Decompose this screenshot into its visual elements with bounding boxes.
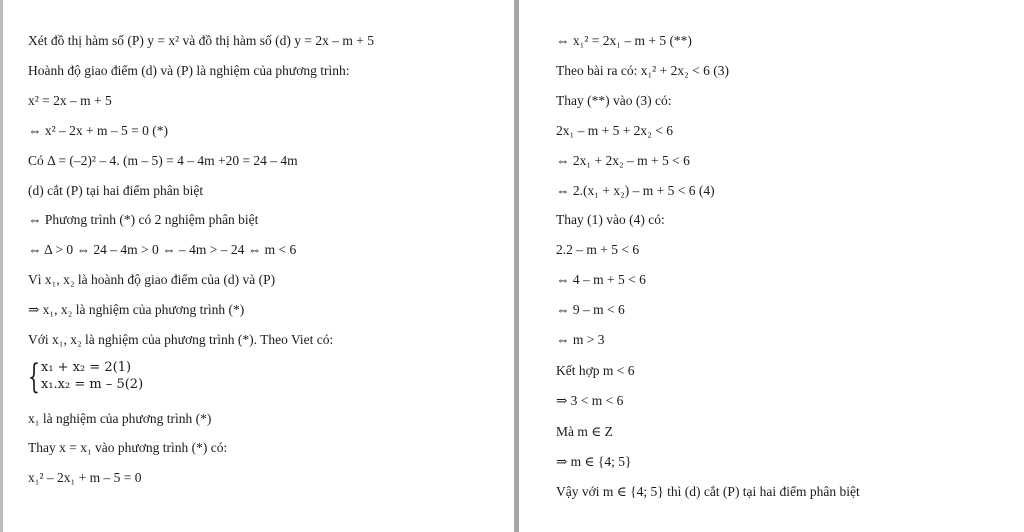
line-solution-set: ⇒ m ∈ {4; 5} (556, 454, 632, 469)
viet-product: x₁.x₂ = m – 5(2) (41, 377, 144, 392)
page-left-edge (0, 0, 3, 532)
line-roots-of-star: ⇒ x₁, x₂ là nghiệm của phương trình (*) (28, 302, 245, 317)
line-given-condition: Theo bài ra có: x₁² + 2x₂ < 6 (3) (556, 63, 730, 78)
line-two-roots: ⇔ Phương trình (*) có 2 nghiệm phân biệt (28, 212, 259, 227)
line-delta-positive: ⇔ Δ > 0 ⇔ 24 – 4m > 0 ⇔ – 4m > – 24 ⇔ m < 6 (28, 242, 297, 257)
line-roots-are-abscissas: Vì x₁, x₂ là hoành độ giao điểm của (d) và (P) (28, 272, 276, 287)
line-x1-root: x₁ là nghiệm của phương trình (*) (28, 411, 212, 426)
line-integer: Mà m ∈ Z (556, 424, 613, 439)
viet-sum: x₁ + x₂ = 2(1) (41, 360, 132, 375)
line-step-4: 2.2 – m + 5 < 6 (556, 242, 640, 257)
line-combine: Kết hợp m < 6 (556, 363, 635, 378)
line-step-5: ⇔ 4 – m + 5 < 6 (556, 272, 646, 287)
line-equation: x² = 2x – m + 5 (28, 93, 112, 108)
column-divider (514, 0, 519, 532)
line-step-7: ⇔ m > 3 (556, 332, 605, 347)
line-step-6: ⇔ 9 – m < 6 (556, 302, 625, 317)
line-conclusion: Vậy với m ∈ {4; 5} thì (d) cắt (P) tại hai điểm phân biệt (556, 484, 860, 499)
line-range: ⇒ 3 < m < 6 (556, 393, 624, 408)
line-step-3: ⇔ 2.(x₁ + x₂) – m + 5 < 6 (4) (556, 183, 715, 198)
line-graph-intro: Xét đồ thị hàm số (P) y = x² và đồ thị hàm số (d) y = 2x – m + 5 (28, 33, 374, 48)
line-substitute: Thay x = x₁ vào phương trình (*) có: (28, 440, 228, 455)
line-intersection-equation: Hoành độ giao điểm (d) và (P) là nghiệm của phương trình: (28, 63, 350, 78)
line-double-star: ⇔ x₁² = 2x₁ – m + 5 (**) (556, 33, 692, 48)
line-substituted-equation: x₁² – 2x₁ + m – 5 = 0 (28, 470, 142, 485)
brace-symbol: { (28, 357, 40, 397)
line-step-1: 2x₁ – m + 5 + 2x₂ < 6 (556, 123, 674, 138)
line-substitute-star-star: Thay (**) vào (3) có: (556, 93, 672, 108)
line-substitute-1-into-4: Thay (1) vào (4) có: (556, 212, 665, 227)
line-discriminant: Có Δ = (–2)² – 4. (m – 5) = 4 – 4m +20 = 24 – 4m (28, 153, 298, 168)
line-step-2: ⇔ 2x₁ + 2x₂ – m + 5 < 6 (556, 153, 690, 168)
line-viet-intro: Với x₁, x₂ là nghiệm của phương trình (*). Theo Viet có: (28, 332, 334, 347)
line-condition: (d) cắt (P) tại hai điểm phân biệt (28, 183, 204, 198)
line-equation-star: ⇔ x² – 2x + m – 5 = 0 (*) (28, 123, 169, 138)
